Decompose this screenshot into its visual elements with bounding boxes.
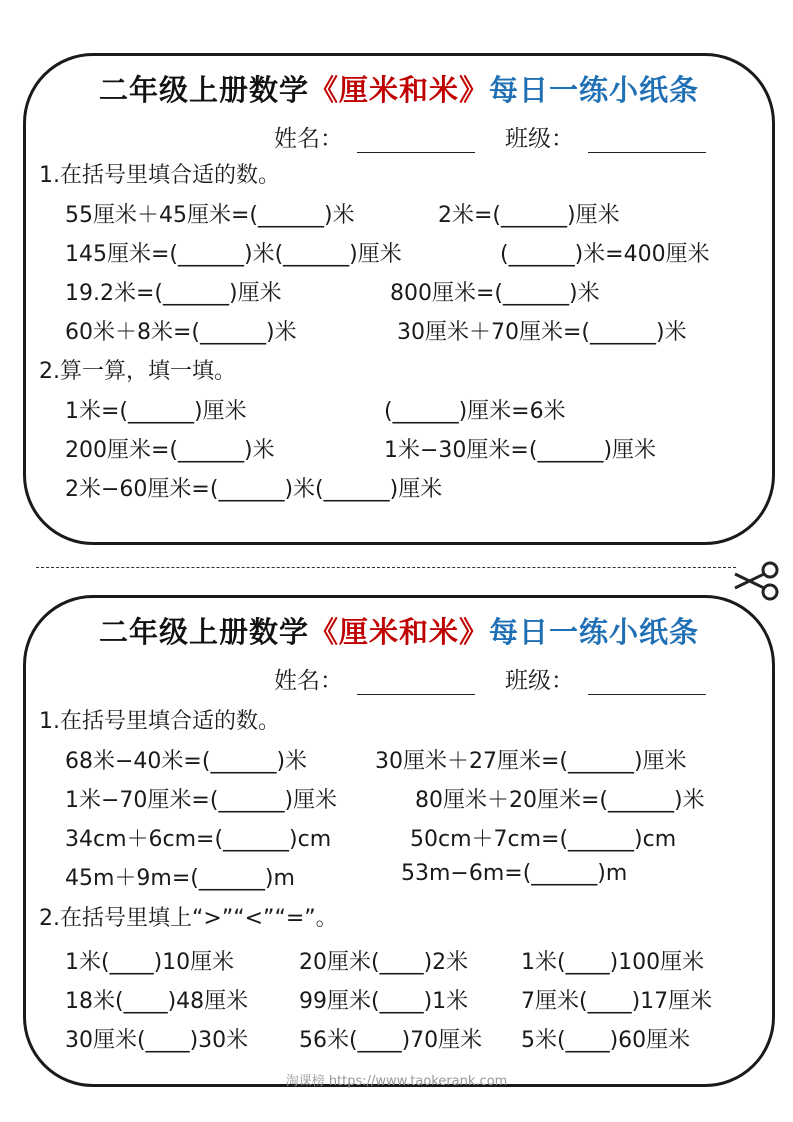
worksheet-card-2 xyxy=(23,595,775,1087)
worksheet-card-1 xyxy=(23,53,775,545)
title-daily: 每日一练小纸条 xyxy=(489,73,700,107)
exercise-item: 45m＋9m=(______)m xyxy=(65,866,295,891)
exercise-item: 1米−30厘米=(______)厘米 xyxy=(384,438,657,463)
class-field[interactable] xyxy=(588,672,706,695)
exercise-item: 30厘米(____)30米 xyxy=(65,1028,249,1053)
exercise-item: 53m−6m=(______)m xyxy=(401,861,628,886)
exercise-item: 68米−40米=(______)米 xyxy=(65,749,308,774)
question-2-heading: 2.算一算，填一填。 xyxy=(39,359,236,384)
exercise-item: 145厘米=(______)米(______)厘米 xyxy=(65,242,402,267)
exercise-item: 80厘米＋20厘米=(______)米 xyxy=(415,788,705,813)
question-1-heading: 1.在括号里填合适的数。 xyxy=(39,163,280,188)
exercise-item: 19.2米=(______)厘米 xyxy=(65,281,282,306)
exercise-item: 5米(____)60厘米 xyxy=(521,1028,691,1053)
exercise-item: 2米=(______)厘米 xyxy=(438,203,620,228)
name-field[interactable] xyxy=(357,672,475,695)
exercise-item: 30厘米＋70厘米=(______)米 xyxy=(397,320,687,345)
name-label: 姓名： xyxy=(274,126,343,152)
title-topic: 《厘米和米》 xyxy=(308,73,489,107)
class-field[interactable] xyxy=(588,130,706,153)
exercise-item: 34cm＋6cm=(______)cm xyxy=(65,827,332,852)
exercise-item: 1米(____)100厘米 xyxy=(521,950,705,975)
exercise-item: 55厘米＋45厘米=(______)米 xyxy=(65,203,355,228)
exercise-item: 18米(____)48厘米 xyxy=(65,989,249,1014)
scissors-icon xyxy=(731,558,781,608)
name-class-row xyxy=(274,662,706,695)
exercise-item: 99厘米(____)1米 xyxy=(299,989,469,1014)
exercise-item: 50cm＋7cm=(______)cm xyxy=(410,827,677,852)
exercise-item: 1米−70厘米=(______)厘米 xyxy=(65,788,338,813)
worksheet-title xyxy=(26,610,772,651)
class-label: 班级： xyxy=(505,668,574,694)
exercise-item: 56米(____)70厘米 xyxy=(299,1028,483,1053)
exercise-item: 7厘米(____)17厘米 xyxy=(521,989,713,1014)
exercise-item: (______)厘米=6米 xyxy=(384,399,566,424)
name-class-row xyxy=(274,120,706,153)
question-1-heading: 1.在括号里填合适的数。 xyxy=(39,709,280,734)
exercise-item: 2米−60厘米=(______)米(______)厘米 xyxy=(65,477,443,502)
name-field[interactable] xyxy=(357,130,475,153)
worksheet-title xyxy=(26,68,772,109)
cut-line xyxy=(36,567,736,568)
title-topic: 《厘米和米》 xyxy=(308,615,489,649)
name-label: 姓名： xyxy=(274,668,343,694)
exercise-item: 1米=(______)厘米 xyxy=(65,399,247,424)
title-daily: 每日一练小纸条 xyxy=(489,615,700,649)
exercise-item: 1米(____)10厘米 xyxy=(65,950,235,975)
class-label: 班级： xyxy=(505,126,574,152)
exercise-item: 20厘米(____)2米 xyxy=(299,950,469,975)
watermark-footer[interactable]: 淘课榜 https://www.taokerank.com xyxy=(285,1074,508,1089)
title-grade: 二年级上册数学 xyxy=(98,615,309,649)
exercise-item: 60米＋8米=(______)米 xyxy=(65,320,297,345)
exercise-item: 30厘米＋27厘米=(______)厘米 xyxy=(375,749,687,774)
exercise-item: 800厘米=(______)米 xyxy=(390,281,600,306)
title-grade: 二年级上册数学 xyxy=(98,73,309,107)
question-2-heading: 2.在括号里填上“>”“<”“=”。 xyxy=(39,906,338,931)
exercise-item: 200厘米=(______)米 xyxy=(65,438,275,463)
exercise-item: (______)米=400厘米 xyxy=(500,242,710,267)
